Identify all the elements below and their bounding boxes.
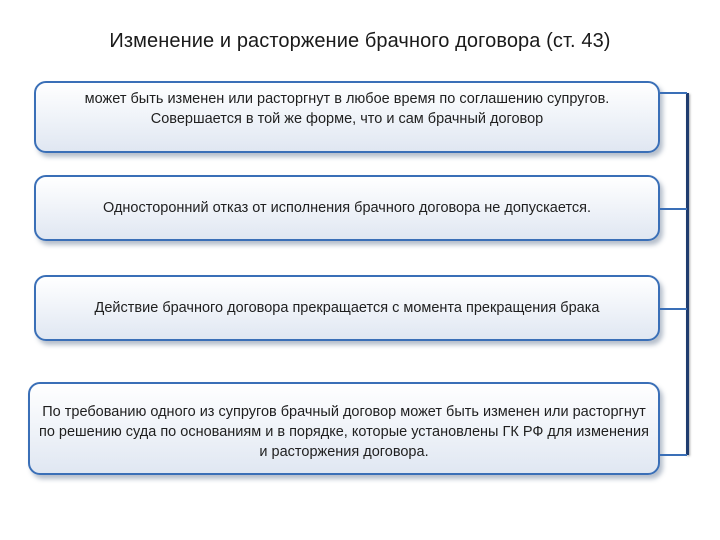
statement-text: может быть изменен или расторгнут в любое время по соглашению супругов. Совершается в той же форме, что и сам брачный договор <box>84 91 610 127</box>
connector-branch-3 <box>660 308 687 310</box>
slide-title: Изменение и расторжение брачного договора (ст. 43) <box>109 30 611 52</box>
statement-box-unilateral-refusal <box>34 175 660 241</box>
statement-box-termination <box>34 275 660 341</box>
statement-text: Действие брачного договора прекращается с момента прекращения брака <box>94 300 600 316</box>
connector-branch-4 <box>660 454 687 456</box>
connector-branch-1 <box>660 92 687 94</box>
connector-branch-2 <box>660 208 687 210</box>
statement-text: По требованию одного из супругов брачный договор может быть изменен или расторгнут по решению суда по основаниям и в порядке, которые установлены ГК РФ для изменения и расторжения договора. <box>38 404 650 460</box>
statement-box-court-decision <box>28 382 660 475</box>
connector-vertical-line <box>686 93 689 455</box>
statement-box-mutual-agreement <box>34 81 660 153</box>
statement-text: Односторонний отказ от исполнения брачного договора не допускается. <box>102 200 592 216</box>
